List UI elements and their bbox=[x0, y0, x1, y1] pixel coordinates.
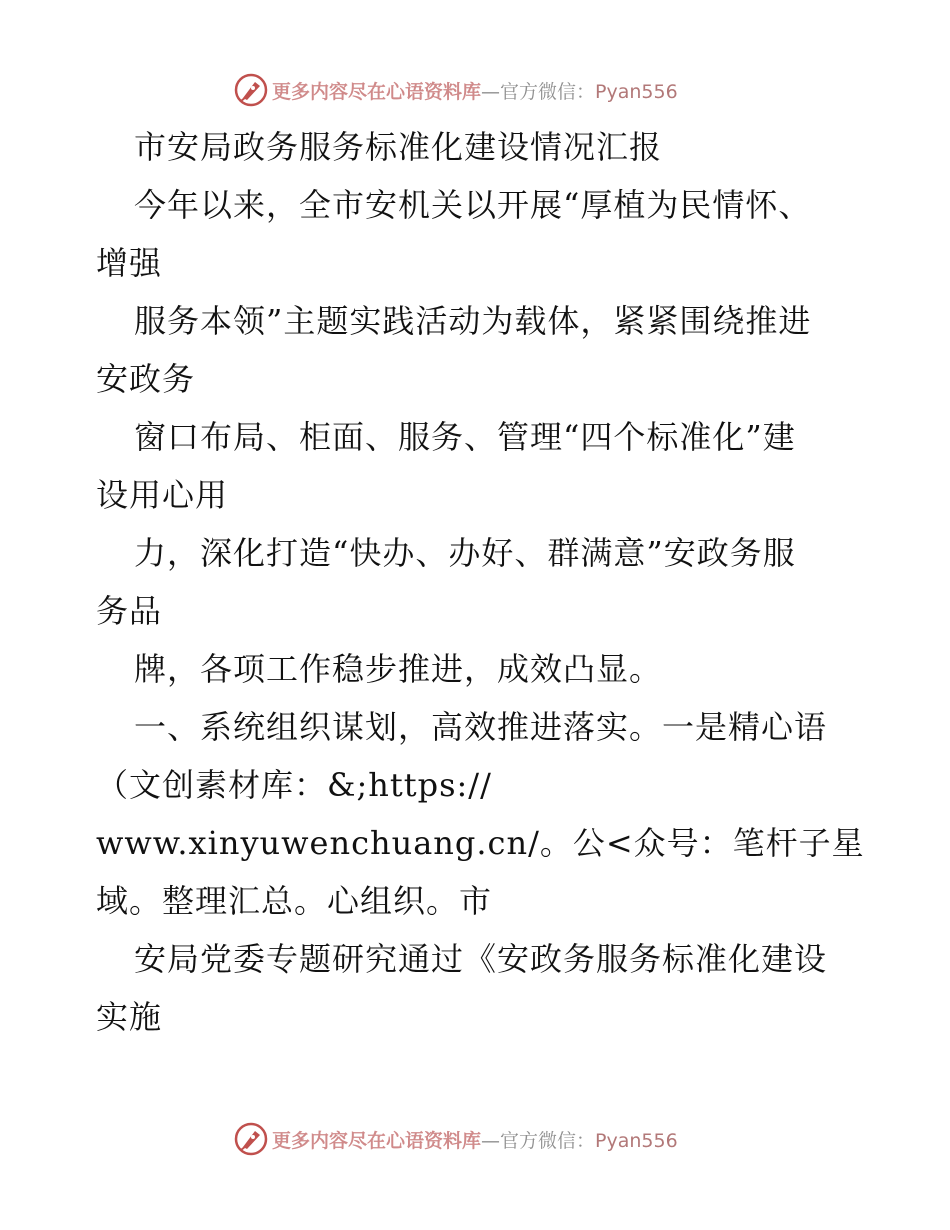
text-line: 域。整理汇总。心组织。市 bbox=[96, 882, 493, 920]
banner-brand: 更多内容尽在心语资料库 bbox=[272, 80, 482, 103]
banner-dash: — bbox=[481, 1129, 501, 1152]
banner-text bbox=[272, 1126, 678, 1153]
text-line: 市安局政务服务标准化建设情况汇报 bbox=[134, 128, 663, 166]
text-line: 窗口布局、柜面、服务、管理“四个标准化”建 bbox=[134, 418, 796, 456]
banner-brand: 更多内容尽在心语资料库 bbox=[272, 1129, 482, 1152]
text-line: 实施 bbox=[96, 998, 163, 1036]
banner-label: 官方微信： bbox=[500, 80, 596, 103]
text-line: www.xinyuwenchuang.cn/。公<众号：笔杆子星 bbox=[96, 824, 865, 862]
text-line: 服务本领”主题实践活动为载体，紧紧围绕推进 bbox=[134, 302, 812, 340]
text-line: （文创素材库：&;https:// bbox=[96, 766, 492, 804]
text-line: 力，深化打造“快办、办好、群满意”安政务服 bbox=[134, 534, 796, 572]
header-banner bbox=[234, 72, 714, 108]
banner-account: Pyan556 bbox=[595, 1129, 678, 1152]
text-line: 安局党委专题研究通过《安政务服务标准化建设 bbox=[134, 940, 828, 978]
document-body bbox=[96, 118, 865, 1046]
banner-account: Pyan556 bbox=[595, 80, 678, 103]
text-line: 安政务 bbox=[96, 360, 196, 398]
text-line: 务品 bbox=[96, 592, 163, 630]
text-line: 增强 bbox=[96, 244, 163, 282]
banner-label: 官方微信： bbox=[500, 1129, 596, 1152]
text-line: 牌，各项工作稳步推进，成效凸显。 bbox=[134, 650, 663, 688]
text-line: 设用心用 bbox=[96, 476, 229, 514]
banner-text bbox=[272, 77, 678, 104]
text-line: 一、系统组织谋划，高效推进落实。一是精心语 bbox=[134, 708, 828, 746]
fountain-pen-logo-icon bbox=[234, 1122, 268, 1156]
banner-dash: — bbox=[481, 80, 501, 103]
footer-banner bbox=[234, 1121, 714, 1157]
fountain-pen-logo-icon bbox=[234, 73, 268, 107]
text-line: 今年以来，全市安机关以开展“厚植为民情怀、 bbox=[134, 186, 812, 224]
